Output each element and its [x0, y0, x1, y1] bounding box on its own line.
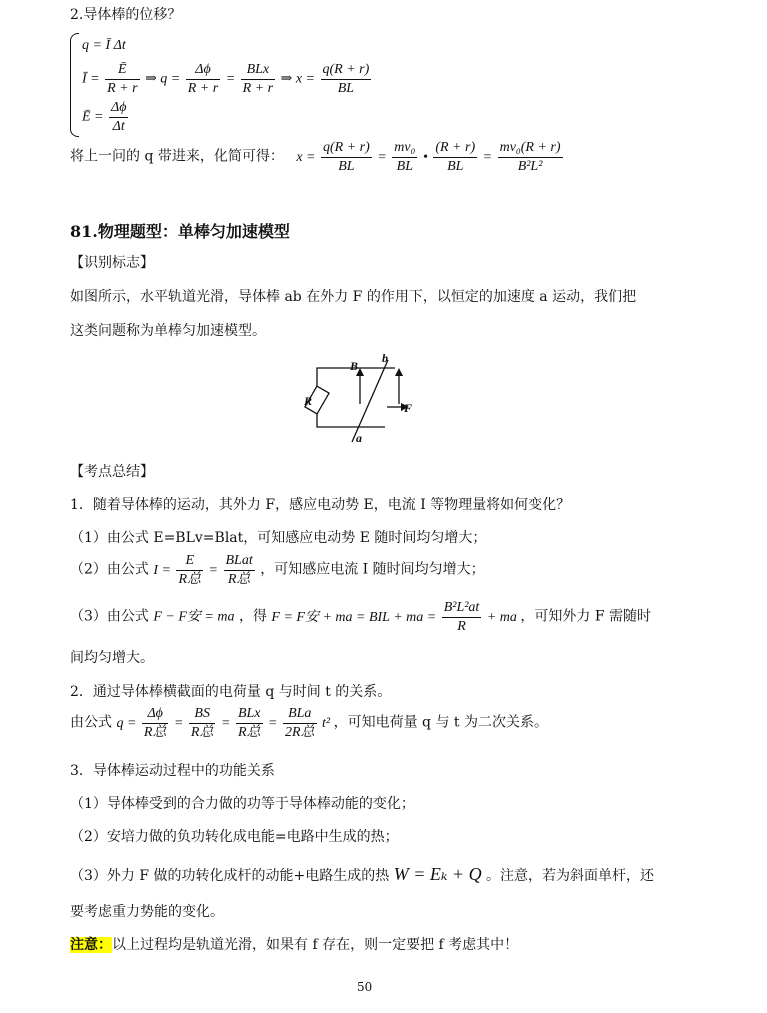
eq-line-3: Ē = $\frac{\Delta\phi}{\Delta t}$ [82, 100, 127, 134]
q3: 3．导体棒运动过程中的功能关系 [70, 763, 275, 779]
intro-line-1: 如图所示，水平轨道光滑，导体棒 ab 在外力 F 的作用下，以恒定的加速度 a 运动，我们把 [70, 289, 637, 305]
label-b: b [382, 351, 388, 365]
q1: 1．随着导体棒的运动，其外力 F，感应电动势 E，电流 I 等物理量将如何变化？ [70, 497, 571, 513]
q2-formula: 由公式 q = $\frac{\Delta\phi}{\text{R总}}$ = $\frac{BS}{\text{R总}}$ = $\frac{\text{BLx}}{\text{R总}}$ = $\frac{\text{BLa}}{\text{2R总}}$ t² ，可知电荷量 q 与 t 为二次关系。 [70, 706, 548, 740]
q1-2: （2）由公式 I = $\frac{E}{\text{R总}}$ = $\frac{\text{BLat}}{\text{R总}}$ ，可知感应电流 I 随时间均匀增大； [70, 553, 485, 587]
b-arrowhead-2 [395, 368, 403, 376]
eq-line-1: q = Ī Δt [82, 38, 126, 53]
note-text: 以上过程均是轨道光滑，如果有 f 存在，则一定要把 f 考虑其中！ [112, 937, 519, 953]
simplify-line: 将上一问的 q 带进来，化简可得： x = $\frac{q(R + r)}{BL}$ = $\frac{\text{mv₀}}{BL}$ • $\frac{(R + r)}{BL}$ = $\frac{\text{mv₀(R + r)}}{\text{B²L²}}$ [70, 140, 561, 174]
summary-label: 【考点总结】 [70, 464, 154, 480]
q3-1: （1）导体棒受到的合力做的功等于导体棒动能的变化； [70, 796, 415, 812]
q1-3: （3）由公式 F − F安 = ma ，得 F = F安 + ma = BIL + ma = $\frac{\text{B²L²at}}{R}$ + ma ，可知外力 F 需随时 [70, 600, 652, 634]
equation-brace [70, 33, 79, 137]
label-F: F [404, 401, 413, 415]
intro-line-2: 这类问题称为单棒匀加速模型。 [70, 323, 266, 339]
note [70, 934, 518, 954]
q3-3: （3）外力 F 做的功转化成杆的动能+电路生成的热 W = Eₖ + Q 。注意，若为斜面单杆，还 [70, 864, 655, 884]
q1-1: （1）由公式 E=BLv=Blat，可知感应电动势 E 随时间均匀增大； [70, 530, 487, 546]
eq-line-2: Ī = $\frac{Ē}{R + r}$ ⇒ q = $\frac{\Delta\phi}{R + r}$ = $\frac{\text{BLx}}{R + r}$ ⇒ x = $\frac{q(R + r)}{BL}$ [82, 62, 370, 96]
page-number: 50 [357, 980, 373, 994]
q2: 2．通过导体棒横截面的电荷量 q 与时间 t 的关系。 [70, 684, 392, 700]
label-R: R [304, 394, 313, 408]
question-title: 2.导体棒的位移？ [70, 7, 182, 23]
q3-3-line2: 要考虑重力势能的变化。 [70, 904, 224, 920]
q3-2: （2）安培力做的负功转化成电能=电路中生成的热； [70, 829, 399, 845]
circuit-figure [300, 350, 430, 445]
label-B: B [350, 359, 359, 373]
identify-label: 【识别标志】 [70, 255, 154, 271]
q1-3-line2: 间均匀增大。 [70, 650, 154, 666]
label-a: a [356, 431, 362, 445]
note-label: 注意： [70, 937, 112, 953]
section-title: 81.物理题型：单棒匀加速模型 [70, 222, 290, 241]
